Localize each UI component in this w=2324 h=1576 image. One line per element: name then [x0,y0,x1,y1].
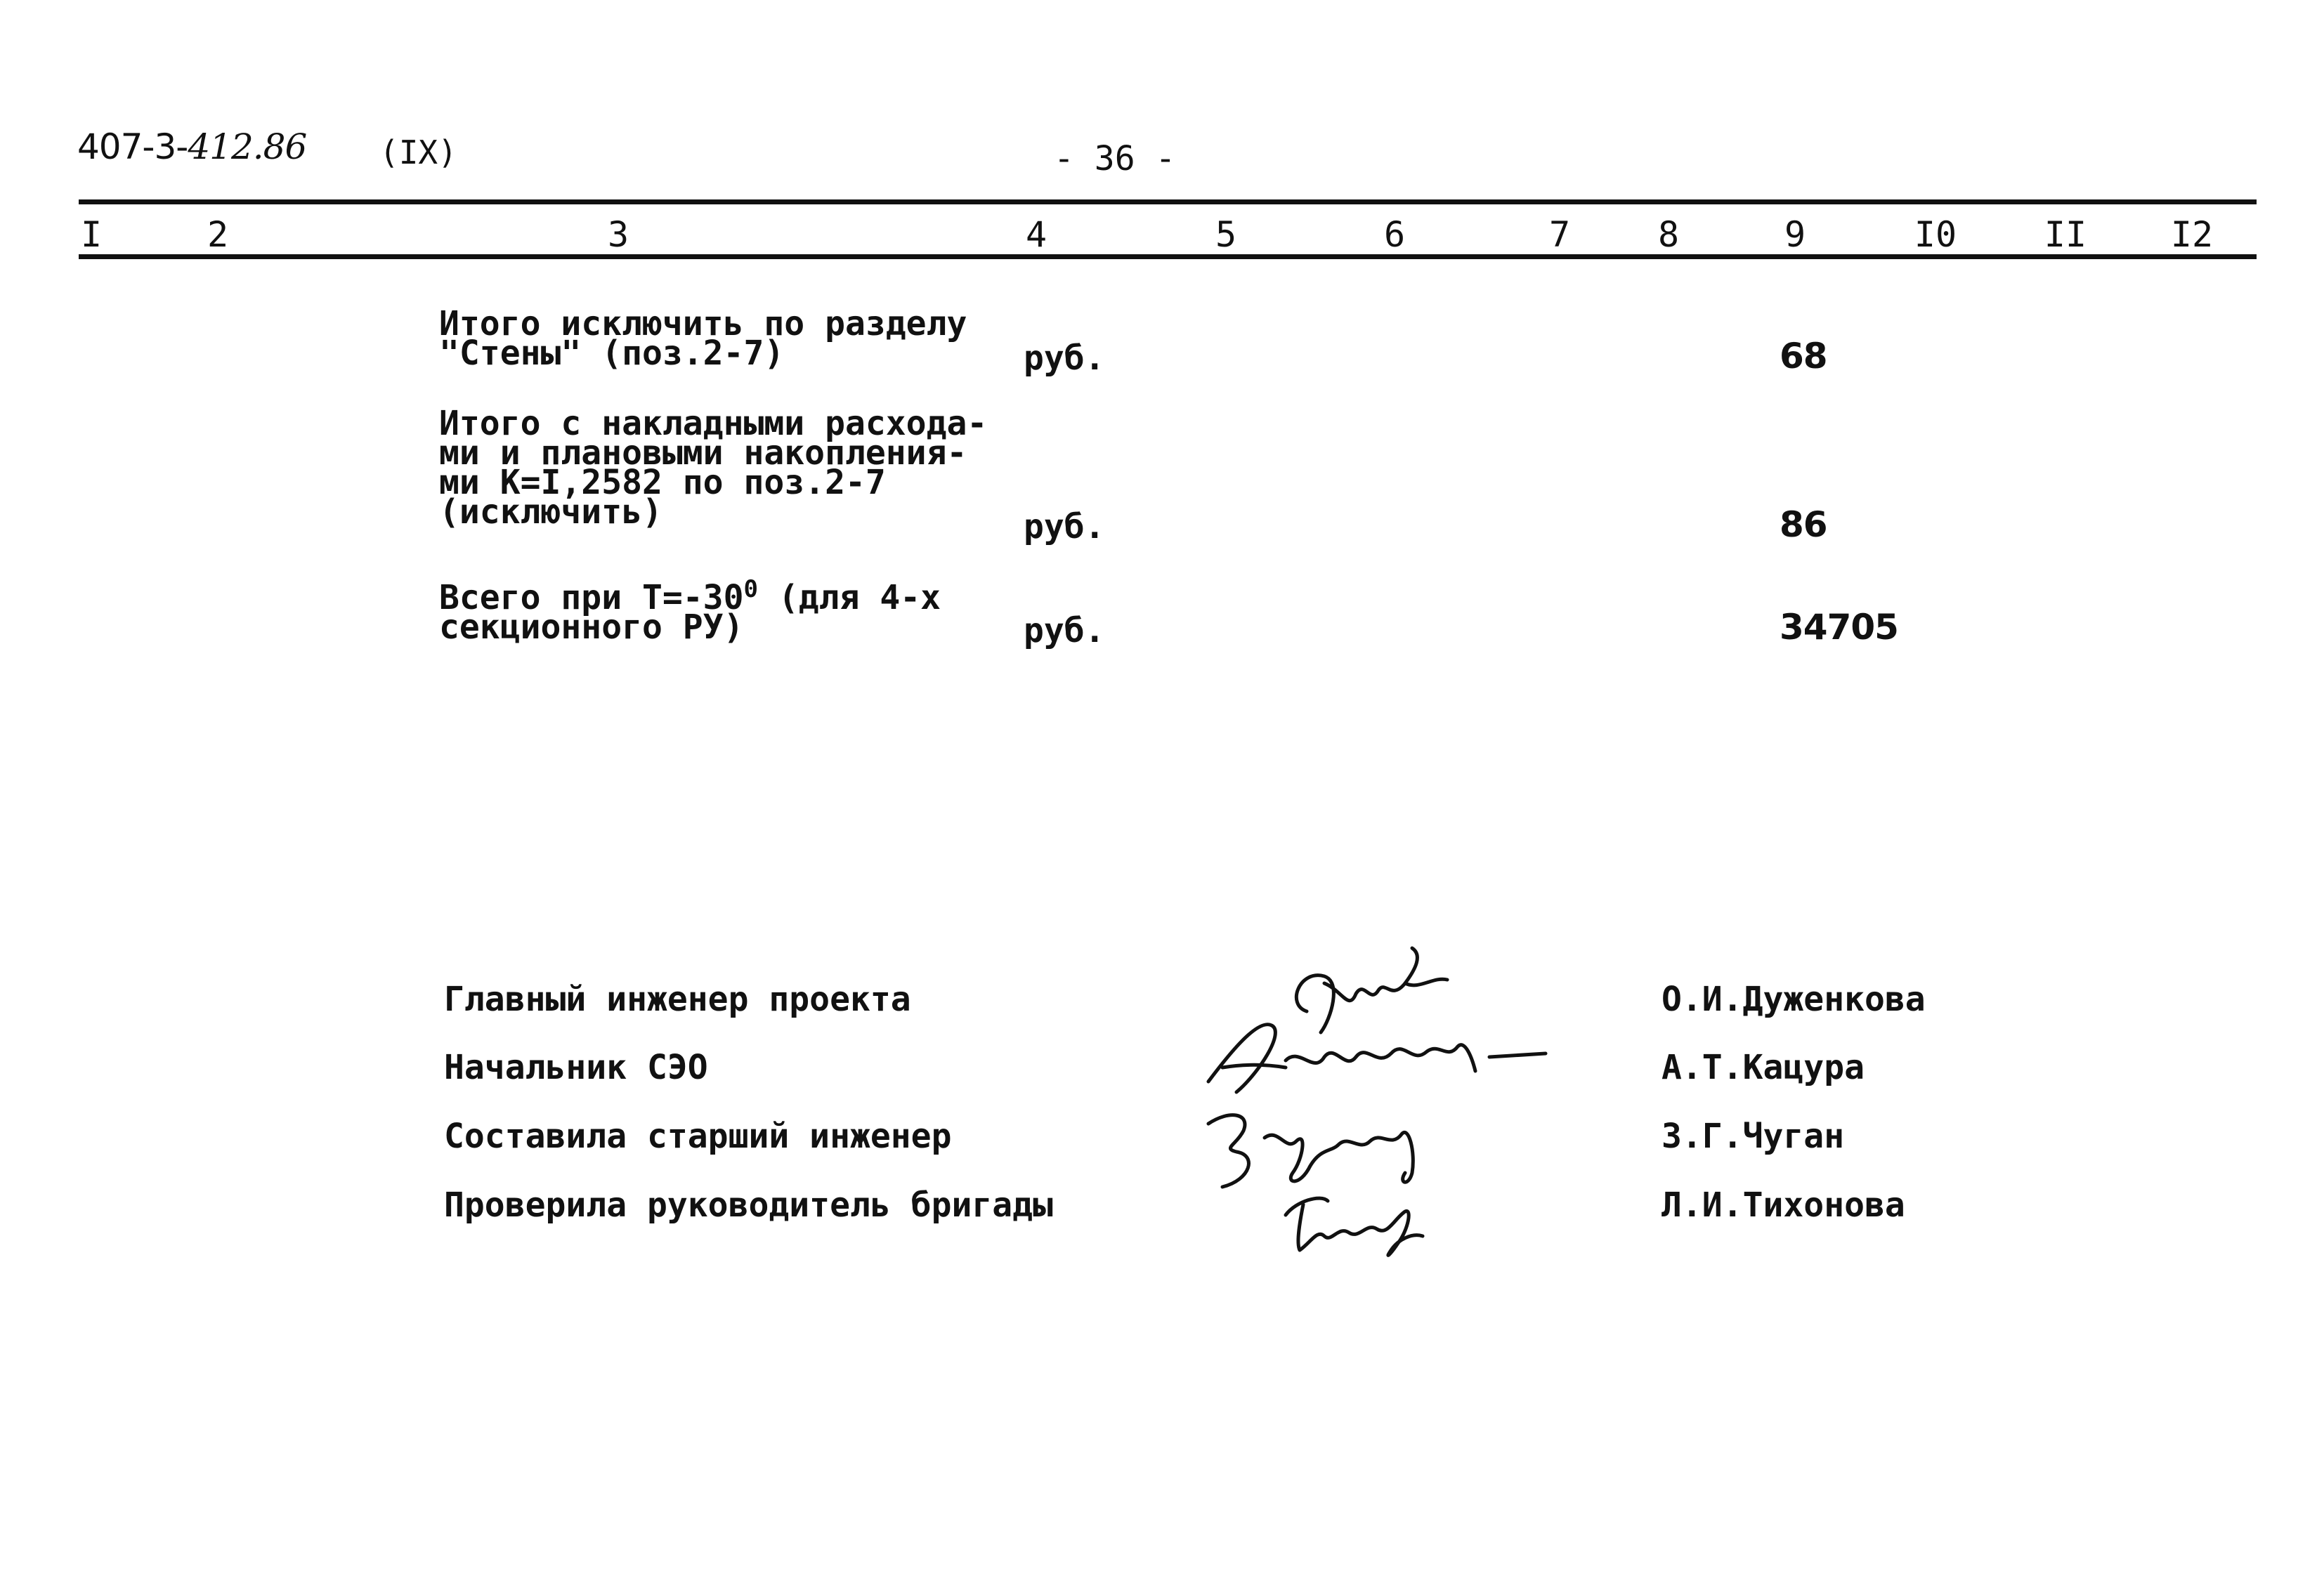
signature-1 [1296,948,1447,1032]
row-2-unit: руб. [1024,507,1105,546]
column-header-9: 9 [1784,214,1806,255]
column-header-11: II [2044,214,2087,255]
column-header-3: 3 [607,214,629,255]
row-2-value: 86 [1780,504,1827,545]
column-header-7: 7 [1548,214,1571,255]
row-3-line-1 [439,574,941,617]
row-3-line-1-tail: (для 4-х [757,578,941,617]
signature-2 [1208,1025,1546,1092]
signature-role-1: Главный инженер проекта [444,980,911,1019]
row-3-degree: 0 [743,575,758,603]
signature-name-1: О.И.Дуженкова [1662,980,1926,1019]
column-header-2: 2 [207,214,229,255]
column-header-1: I [80,214,103,255]
row-2-line-1: Итого с накладными расхода- [439,404,988,443]
signature-name-3: З.Г.Чуган [1662,1117,1845,1156]
document-code-handwritten: 412.86 [188,126,307,167]
signature-role-4: Проверила руководитель бригады [444,1186,1053,1225]
signature-3 [1208,1115,1413,1187]
row-3-value: 34705 [1780,607,1898,648]
document-code [77,126,306,167]
signature-role-3: Составила старший инженер [444,1117,952,1156]
row-1-line-2: "Стены" (поз.2-7) [439,334,785,373]
document-code-prefix: 407-3- [77,126,188,167]
signature-4 [1286,1198,1423,1255]
handwritten-signatures [1180,941,1574,1278]
signature-name-2: А.Т.Кацура [1662,1048,1865,1087]
row-1-unit: руб. [1024,339,1105,378]
column-header-12: I2 [2170,214,2214,255]
column-header-4: 4 [1025,214,1047,255]
table-header-rule [79,254,2257,259]
row-2-line-3: ми К=I,2582 по поз.2-7 [439,463,886,502]
column-header-8: 8 [1657,214,1680,255]
table-top-rule [79,199,2257,204]
column-header-5: 5 [1215,214,1237,255]
column-header-10: I0 [1914,214,1957,255]
row-1-description [439,304,967,373]
row-1-value: 68 [1780,336,1827,376]
row-3-unit: руб. [1024,611,1105,650]
document-part: (IX) [379,133,457,171]
signature-role-2: Начальник СЭО [444,1048,708,1087]
row-2-line-4: (исключить) [439,492,662,532]
column-header-6: 6 [1383,214,1406,255]
row-2-line-2: ми и плановыми накопления- [439,433,967,473]
page-number: - 36 - [1054,139,1176,178]
row-3-description [439,574,941,647]
row-3-line-2: секционного РУ) [439,608,744,647]
row-2-description [439,404,988,532]
signature-name-4: Л.И.Тихонова [1662,1186,1905,1225]
row-3-line-1-text: Всего при Т=-30 [439,578,744,617]
row-1-line-1: Итого исключить по разделу [439,304,967,343]
